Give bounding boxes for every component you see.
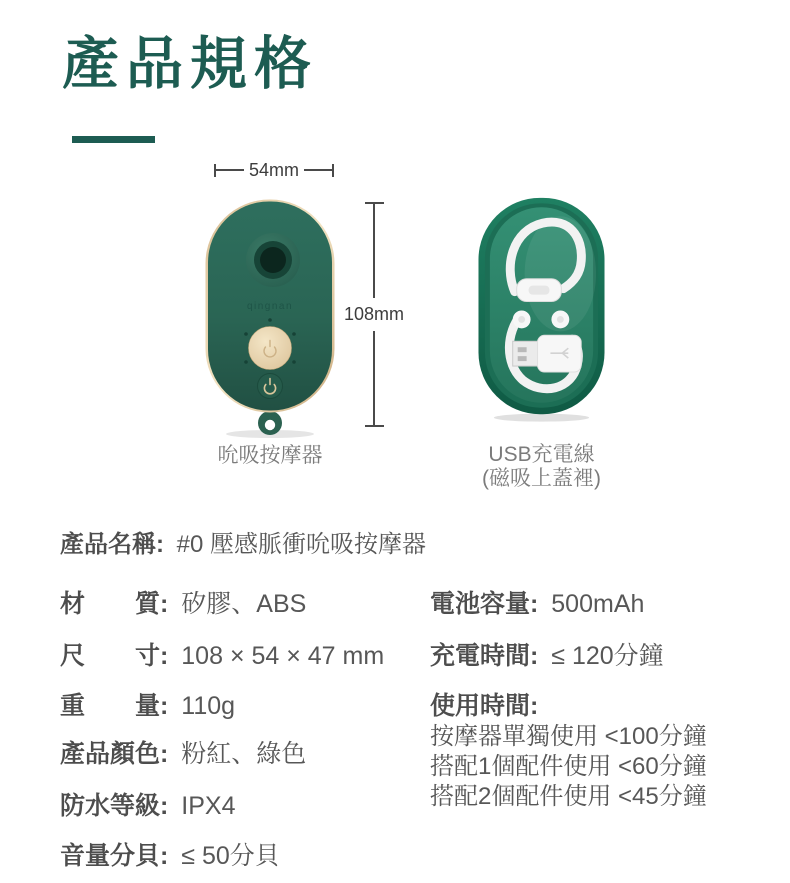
- spec-label: 產品顏色:: [60, 740, 169, 768]
- spec-row-size: [60, 640, 384, 672]
- spec-label: 材 質:: [60, 590, 169, 618]
- spec-value: ≤ 50分貝: [181, 842, 280, 870]
- spec-value: 108 × 54 × 47 mm: [181, 642, 385, 670]
- usage-line-solo: 按摩器單獨使用 <100分鐘: [430, 723, 707, 750]
- spec-row-color: [60, 738, 306, 770]
- spec-row-material: [60, 588, 306, 620]
- product-name-row: [60, 529, 426, 560]
- page-title: 產品規格: [62, 32, 318, 96]
- dimension-line: [304, 169, 332, 171]
- spec-value: IPX4: [181, 792, 236, 820]
- loop-hole: [265, 420, 275, 430]
- spec-value: 粉紅、綠色: [181, 740, 307, 768]
- spec-label: 電池容量:: [430, 590, 539, 618]
- dimension-line: [373, 331, 375, 425]
- spec-label: 重 量:: [60, 692, 169, 720]
- spec-value: 110g: [181, 692, 236, 720]
- massager-illustration: [203, 197, 337, 439]
- brand-logo-text: qingnan: [246, 301, 294, 312]
- spec-label: 音量分貝:: [60, 842, 169, 870]
- spec-row-charge-time: [430, 640, 664, 672]
- massager-caption: 吮吸按摩器: [217, 444, 323, 467]
- power-button: [258, 374, 283, 399]
- usage-time-details: [430, 722, 707, 812]
- usage-line-one-accessory: 搭配1個配件使用 <60分鐘: [430, 753, 707, 780]
- spec-row-usage-time: [430, 690, 544, 722]
- spec-value: 矽膠、ABS: [181, 590, 307, 618]
- spec-row-battery: [430, 588, 644, 620]
- magnetic-connector: [517, 279, 562, 302]
- dimension-tick: [365, 425, 384, 427]
- dimension-line: [373, 204, 375, 298]
- cable-caption-line2: (磁吸上蓋裡): [482, 467, 601, 490]
- spec-label: 防水等級:: [60, 792, 169, 820]
- cable-caption: [464, 443, 619, 491]
- height-dimension: [343, 202, 405, 427]
- spec-value: 500mAh: [551, 590, 645, 618]
- cable-caption-line1: USB充電線: [488, 443, 595, 466]
- height-dimension-label: 108mm: [343, 304, 405, 324]
- spec-label: 使用時間:: [430, 692, 539, 720]
- charging-case-image: [477, 196, 606, 423]
- dimension-line: [216, 169, 244, 171]
- spec-row-weight: [60, 690, 235, 722]
- dial-button: [249, 327, 292, 370]
- spec-row-noise: [60, 840, 280, 872]
- massager-image: [203, 197, 337, 439]
- spec-value: ≤ 120分鐘: [551, 642, 664, 670]
- spec-label: 尺 寸:: [60, 642, 169, 670]
- title-underline: [72, 136, 155, 143]
- suction-nozzle: [246, 233, 300, 287]
- product-name-value: #0 壓感脈衝吮吸按摩器: [176, 531, 427, 558]
- case-shadow: [494, 414, 589, 422]
- product-name-label: 產品名稱:: [60, 531, 164, 558]
- dimension-tick: [332, 164, 334, 177]
- spec-row-waterproof: [60, 790, 235, 822]
- usage-line-two-accessories: 搭配2個配件使用 <45分鐘: [430, 783, 707, 810]
- usb-a-connector: [513, 335, 581, 372]
- width-dimension-label: 54mm: [249, 159, 300, 180]
- width-dimension: [214, 160, 334, 180]
- spec-label: 充電時間:: [430, 642, 539, 670]
- charging-case-illustration: [477, 196, 606, 423]
